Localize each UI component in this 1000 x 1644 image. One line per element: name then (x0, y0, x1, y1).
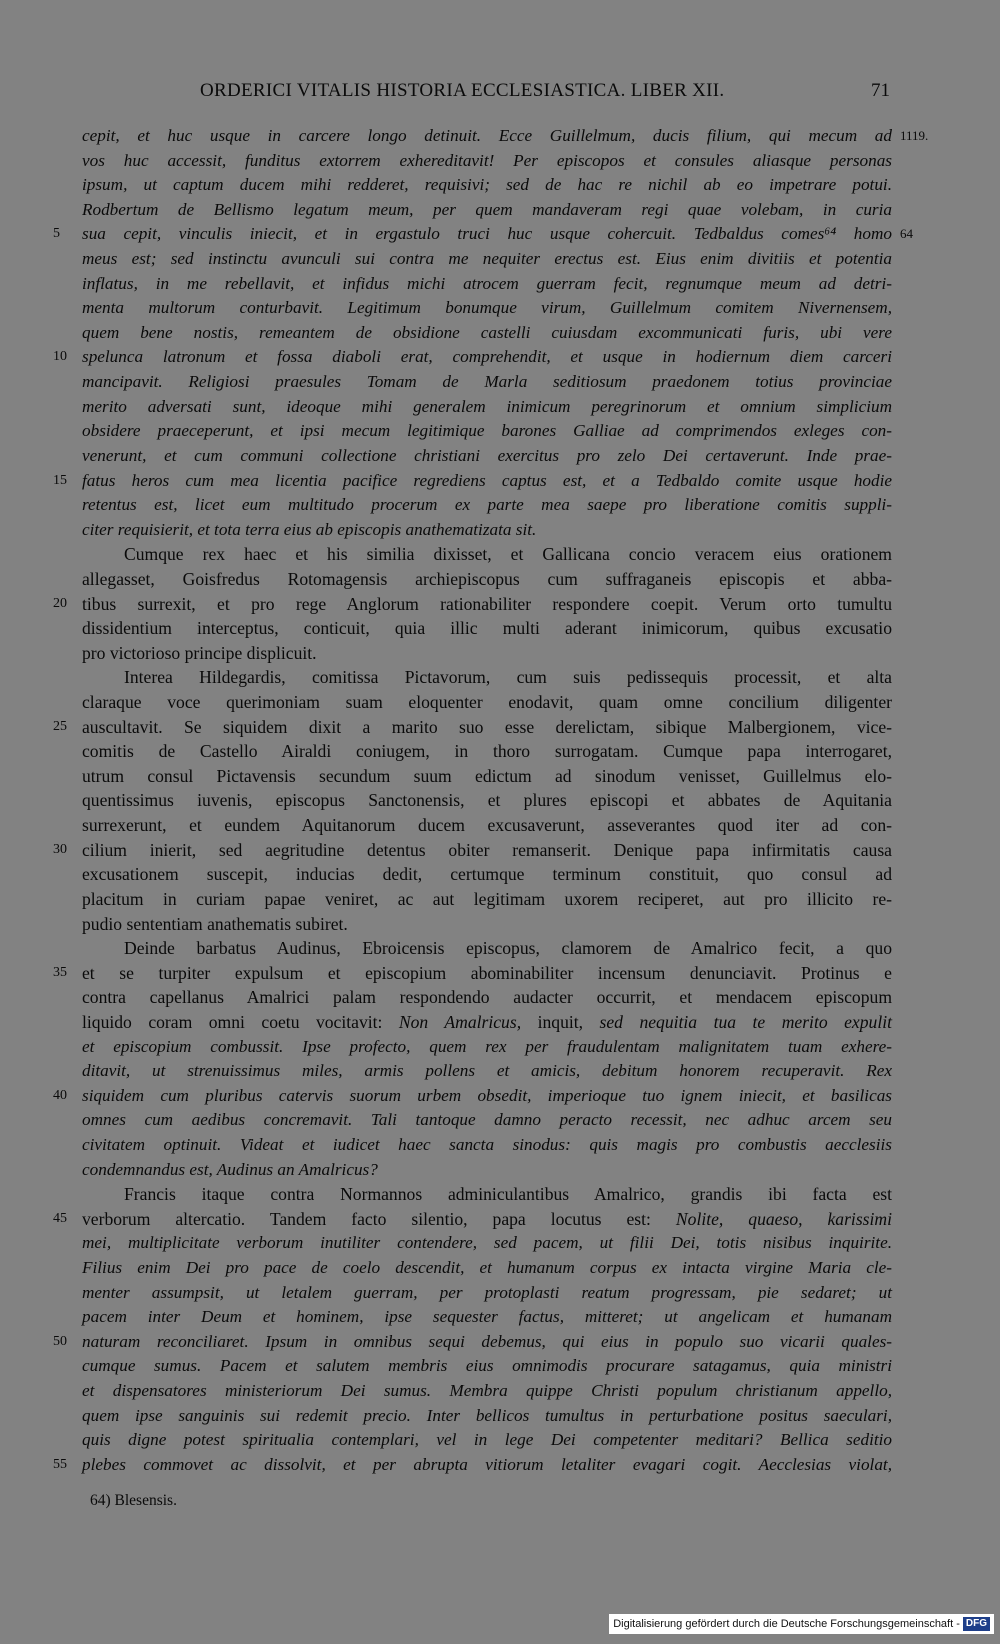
line-number: 50 (53, 1333, 67, 1349)
line-number: 35 (53, 964, 67, 980)
line-number: 55 (53, 1456, 67, 1472)
line-text: surrexerunt, et eundem Aquitanorum ducem excusaverunt, asseverantes quod iter ad con- (82, 815, 892, 836)
line-text: cilium inierit, sed aegritudine detentus obiter remanserit. Denique papa infirmitatis causa (82, 839, 892, 860)
credit-text: Digitalisierung gefördert durch die Deutsche Forschungsgemeinschaft - (613, 1618, 960, 1630)
text-line (53, 1330, 892, 1355)
line-text: sua cepit, vinculis iniecit, et in ergastulo truci huc usque cohercuit. Tedbaldus comes⁶⁴ homo (82, 224, 892, 244)
line-text (82, 1207, 892, 1232)
text-line (82, 542, 892, 567)
text-line (82, 1256, 892, 1281)
text-segment: Non Amalricus, (398, 1011, 522, 1032)
text-line (82, 862, 892, 887)
line-text: siquidem cum pluribus catervis suorum urbem obsedit, imperioque tuo ignem iniecit, et basilicas (82, 1085, 892, 1105)
text-line (82, 1379, 892, 1404)
line-text: citer requisierit, et tota terra eius ab episcopis anathematizata sit. (82, 519, 537, 539)
text-line (82, 788, 892, 813)
line-text: mancipavit. Religiosi praesules Tomam de Marla seditiosum praedonem totius provinciae (82, 372, 892, 392)
text-line (82, 616, 892, 641)
line-text: Interea Hildegardis, comitissa Pictavorum, cum suis pedissequis processit, et alta (124, 667, 892, 688)
line-text: naturam reconciliaret. Ipsum in omnibus sequi debemus, qui eius in populo suo vicarii quales- (82, 1331, 892, 1351)
text-line (53, 715, 892, 740)
text-line (82, 173, 892, 198)
text-line (82, 690, 892, 715)
page-header (0, 80, 1000, 106)
line-number: 25 (53, 718, 67, 734)
margin-note: 1119. (900, 128, 929, 143)
line-text: ditavit, ut strenuissimus miles, armis pollens et amicis, debitum honorem recuperavit. Rex (82, 1061, 892, 1081)
text-line (82, 1404, 892, 1429)
line-number: 40 (53, 1087, 67, 1103)
text-line (82, 936, 892, 961)
line-text: tibus surrexit, et pro rege Anglorum rationabiliter respondere coepit. Verum orto tumultu (82, 593, 892, 614)
text-line (82, 887, 892, 912)
line-number: 5 (53, 226, 60, 242)
line-text: venerunt, et cum communi collectione christiani exercitus pro zelo Dei certaverunt. Inde prae- (82, 445, 892, 465)
text-line (82, 149, 892, 174)
text-line (82, 1428, 892, 1453)
text-line (82, 296, 892, 321)
text-line (82, 321, 892, 346)
text-line (82, 665, 892, 690)
line-text: pudio sententiam anathematis subiret. (82, 913, 348, 934)
line-text: vos huc accessit, funditus extorrem exhereditavit! Per episcopos et consules aliasque personas (82, 150, 892, 170)
line-text: plebes commovet ac dissolvit, et per abrupta vitiorum letaliter evagari cogit. Aecclesias violat, (82, 1454, 892, 1474)
line-text: omnes cum aedibus concremavit. Tali tantoque damno peracto recessit, nec adhuc arcem seu (82, 1110, 892, 1130)
text-line (53, 222, 913, 247)
text-segment: inquit, (521, 1011, 600, 1032)
text-line (82, 1231, 892, 1256)
line-text: inflatus, in me rebellavit, et infidus michi atrocem guerram fecit, regnumque meum ad detri- (82, 273, 892, 293)
line-text: Francis itaque contra Normannos adminiculantibus Amalrico, grandis ibi facta est (124, 1184, 892, 1205)
line-text: quem ipse sanguinis sui redemit precio. Inter bellicos tumultus in perturbatione positus saeculari, (82, 1405, 892, 1425)
text-line (82, 247, 892, 272)
line-number: 45 (53, 1210, 67, 1226)
line-text: et se turpiter expulsum et episcopium abominabiliter incensum denunciavit. Protinus e (82, 962, 892, 983)
dfg-logo: DFG (963, 1617, 990, 1631)
line-text: pacem inter Deum et hominem, ipse sequester factus, mitteret; ut angelicam et humanam (82, 1307, 892, 1327)
line-number: 20 (53, 595, 67, 611)
text-line (53, 345, 892, 370)
text-line (82, 1305, 892, 1330)
text-line (82, 1354, 892, 1379)
text-segment: sed nequitia tua te merito expulit (599, 1011, 892, 1032)
line-text: auscultavit. Se siquidem dixit a marito suo esse derelictam, sibique Malbergionem, vice- (82, 716, 892, 737)
line-number: 10 (53, 349, 67, 365)
text-line (82, 198, 892, 223)
text-line (82, 1182, 892, 1207)
line-text: condemnandus est, Audinus an Amalricus? (82, 1159, 378, 1179)
text-line (82, 493, 892, 518)
line-text: et dispensatores ministeriorum Dei sumus. Membra quippe Christi populum christianum appello, (82, 1381, 892, 1401)
text-segment: Nolite, quaeso, karissimi (675, 1208, 892, 1229)
line-text: quem bene nostis, remeantem de obsidione castelli cuiusdam excommunicati furis, ubi vere (82, 322, 892, 342)
text-line (82, 641, 892, 666)
text-line (53, 1453, 892, 1478)
text-line (53, 1084, 892, 1109)
line-text: et episcopium combussit. Ipse profecto, quem rex per fraudulentam malignitatem tuam exhere- (82, 1036, 892, 1056)
text-line (53, 469, 892, 494)
line-text: pro victorioso principe displicuit. (82, 642, 317, 663)
line-text: ipsum, ut captum ducem mihi redderet, requisivi; sed de hac re nichil ab eo impetrare potui. (82, 175, 892, 195)
line-text: utrum consul Pictavensis secundum suum edictum ad sinodum venisset, Guillelmus elo- (82, 765, 892, 786)
text-line (82, 124, 929, 149)
text-line (82, 370, 892, 395)
text-line (53, 1207, 892, 1232)
text-line (82, 1108, 892, 1133)
line-number: 15 (53, 472, 67, 488)
text-line (82, 444, 892, 469)
line-text: comitis de Castello Airaldi coniugem, in thoro surrogatam. Cumque papa interrogaret, (82, 741, 892, 762)
line-text: Cumque rex haec et his similia dixisset, et Gallicana concio veracem eius orationem (124, 544, 892, 565)
text-line (82, 272, 892, 297)
line-text: meus est; sed instinctu avunculi sui contra me nequiter erectus est. Eius enim divitiis et potentia (82, 249, 892, 269)
line-text: quis digne potest spiritualia contemplari, vel in lege Dei competenter meditari? Bellica seditio (82, 1430, 892, 1450)
line-text: obsidere praeceperunt, et ipsi mecum legitimique barones Galliae ad comprimendos exleges con- (82, 421, 892, 441)
text-line (82, 419, 892, 444)
page-number: 71 (871, 80, 890, 101)
running-title: ORDERICI VITALIS HISTORIA ECCLESIASTICA. LIBER XII. (200, 80, 725, 101)
line-text: cepit, et huc usque in carcere longo detinuit. Ecce Guillelmum, ducis filium, qui mecum ad (82, 126, 892, 145)
line-text: placitum in curiam papae veniret, ac aut legitimam uxorem reciperet, aut pro illicito re- (82, 888, 892, 909)
text-segment: verborum altercatio. Tandem facto silentio, papa locutus est: (82, 1208, 676, 1229)
text-line (82, 739, 892, 764)
line-text: Deinde barbatus Audinus, Ebroicensis episcopus, clamorem de Amalrico fecit, a quo (124, 938, 892, 959)
line-number: 30 (53, 841, 67, 857)
text-segment: liquido coram omni coetu vocitavit: (82, 1011, 399, 1032)
line-text: Filius enim Dei pro pace de coelo descendit, et humanum corpus ex intacta virgine Maria cle- (82, 1258, 892, 1278)
text-line (82, 764, 892, 789)
text-line (53, 838, 892, 863)
line-text: quentissimus iuvenis, episcopus Sanctonensis, et plures episcopi et abbates de Aquitania (82, 790, 892, 811)
text-line (82, 985, 892, 1010)
text-line (82, 518, 892, 543)
line-text: excusationem suscepit, inducias dedit, certumque terminum constituit, quo consul ad (82, 864, 892, 885)
text-line (82, 813, 892, 838)
line-text: Rodbertum de Bellismo legatum meum, per quem mandaveram regi quae volebam, in curia (82, 199, 892, 219)
footnote: 64) Blesensis. (90, 1492, 177, 1509)
text-line (82, 567, 892, 592)
line-text: menta multorum conturbavit. Legitimum bonumque virum, Guillelmum comitem Nivernensem, (82, 298, 892, 318)
text-line (82, 912, 892, 937)
text-line (53, 961, 892, 986)
margin-note: 64 (900, 226, 913, 242)
text-line (82, 395, 892, 420)
line-text: spelunca latronum et fossa diaboli erat, comprehendit, et usque in hodiernum diem carceri (82, 347, 892, 367)
text-line (53, 592, 892, 617)
line-text: merito adversati sunt, ideoque mihi generalem inimicum peregrinorum et omnium simplicium (82, 396, 892, 416)
line-text (82, 1010, 892, 1035)
text-line (82, 1010, 892, 1035)
line-text: retentus est, licet eum multitudo procerum ex parte mea saepe pro liberatione comitis suppli- (82, 495, 892, 515)
text-line (82, 1281, 892, 1306)
digitization-credit (609, 1614, 994, 1634)
line-text: allegasset, Goisfredus Rotomagensis archiepiscopus cum suffraganeis episcopis et abba- (82, 568, 892, 589)
line-text: cumque sumus. Pacem et salutem membris eius omnimodis procurare satagamus, quia ministri (82, 1356, 892, 1376)
line-text: menter assumpsit, ut letalem guerram, per protoplasti reatum progressam, pie sedaret; ut (82, 1282, 892, 1302)
text-line (82, 1158, 892, 1183)
line-text: civitatem optinuit. Videat et iudicet haec sancta sinodus: quis magis pro combustis aecclesiis (82, 1134, 892, 1154)
text-line (82, 1059, 892, 1084)
line-text: dissidentium interceptus, conticuit, quia illic multi aderant inimicorum, quibus excusatio (82, 618, 892, 639)
main-text (53, 124, 929, 1478)
line-text: claraque voce querimoniam suam eloquenter enodavit, quam omne concilium diligenter (82, 692, 892, 713)
text-line (82, 1133, 892, 1158)
line-text: fatus heros cum mea licentia pacifice regrediens captus est, et a Tedbaldo comite usque hodie (82, 470, 892, 490)
text-line (82, 1035, 892, 1060)
line-text: contra capellanus Amalrici palam respondendo audacter occurrit, et mendacem episcopum (82, 987, 892, 1008)
line-text: mei, multiplicitate verborum inutiliter contendere, sed pacem, ut filii Dei, totis nisibus inquirite. (82, 1233, 892, 1253)
